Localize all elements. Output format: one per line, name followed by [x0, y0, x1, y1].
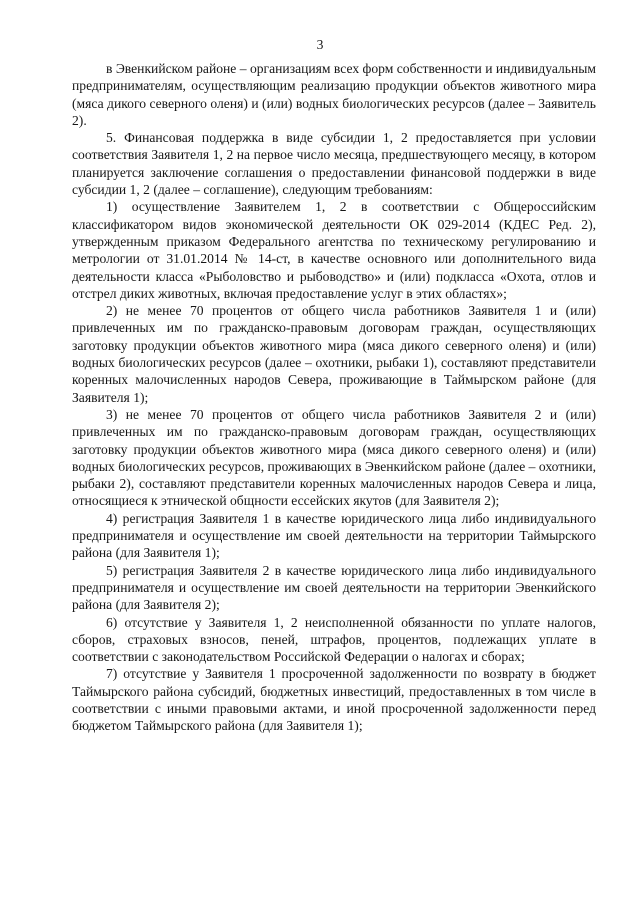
paragraph-requirement-6: 6) отсутствие у Заявителя 1, 2 неисполненной обязанности по уплате налогов, сборов, страховых взносов, пеней, штрафов, процентов, подлежащих уплате в соответствии с законодательством Российской Федерации о налогах и сборах; [72, 614, 596, 665]
paragraph-requirement-2: 2) не менее 70 процентов от общего числа работников Заявителя 1 и (или) привлеченных им по гражданско-правовым договорам граждан, осуществляющих заготовку продукции объектов животного мира (мяса дикого северного оленя) и (или) водных биологических ресурсов (далее – охотники, рыбаки 1), составляют представители коренных малочисленных народов Севера, проживающие в Таймырском районе (для Заявителя 1); [72, 303, 596, 405]
paragraph-requirement-3: 3) не менее 70 процентов от общего числа работников Заявителя 2 и (или) привлеченных им по гражданско-правовым договорам граждан, осуществляющих заготовку продукции объектов животного мира (мяса дикого северного оленя) и (или) водных биологических ресурсов, проживающих в Эвенкийском районе (далее – охотники, рыбаки 2), составляют представители коренных малочисленных народов Севера и лица, относящиеся к этнической общности ессейских якутов (для Заявителя 2); [72, 406, 596, 509]
paragraph-requirement-7: 7) отсутствие у Заявителя 1 просроченной задолженности по возврату в бюджет Таймырского района субсидий, бюджетных инвестиций, предоставленных в том числе в соответствии с иными правовыми актами, и иной просроченной задолженности перед бюджетом Таймырского района (для Заявителя 1); [72, 666, 596, 734]
paragraph-requirement-1: 1) осуществление Заявителем 1, 2 в соответствии с Общероссийским классификатором видов экономической деятельности ОК 029-2014 (КДЕС Ред. 2), утвержденным приказом Федерального агентства по техническому регулированию и метрологии от 31.01.2014 № 14-ст, в качестве основного или дополнительного вида деятельности класса «Рыболовство и рыбоводство» и (или) подкласса «Охота, отлов и отстрел диких животных, включая предоставление услуг в этих областях»; [72, 199, 596, 301]
paragraph-requirement-4: 4) регистрация Заявителя 1 в качестве юридического лица либо индивидуального предпринимателя и осуществление им своей деятельности на территории Таймырского района (для Заявителя 1); [72, 510, 596, 561]
paragraph-requirement-5: 5) регистрация Заявителя 2 в качестве юридического лица либо индивидуального предпринимателя и осуществление им своей деятельности на территории Эвенкийского района (для Заявителя 2); [72, 562, 596, 613]
document-body [72, 60, 596, 735]
paragraph-item-5: 5. Финансовая поддержка в виде субсидии 1, 2 предоставляется при условии соответствия Заявителя 1, 2 на первое число месяца, предшествующего месяцу, в котором планируется заключение соглашения о предоставлении финансовой поддержки в виде субсидии 1, 2 (далее – соглашение), следующим требованиям: [72, 130, 596, 198]
paragraph-continuation: в Эвенкийском районе – организациям всех форм собственности и индивидуальным предпринимателям, осуществляющим реализацию продукции объектов животного мира (мяса дикого северного оленя) и (или) водных биологических ресурсов (далее – Заявитель 2). [72, 61, 596, 128]
page-number: 3 [316, 37, 324, 52]
